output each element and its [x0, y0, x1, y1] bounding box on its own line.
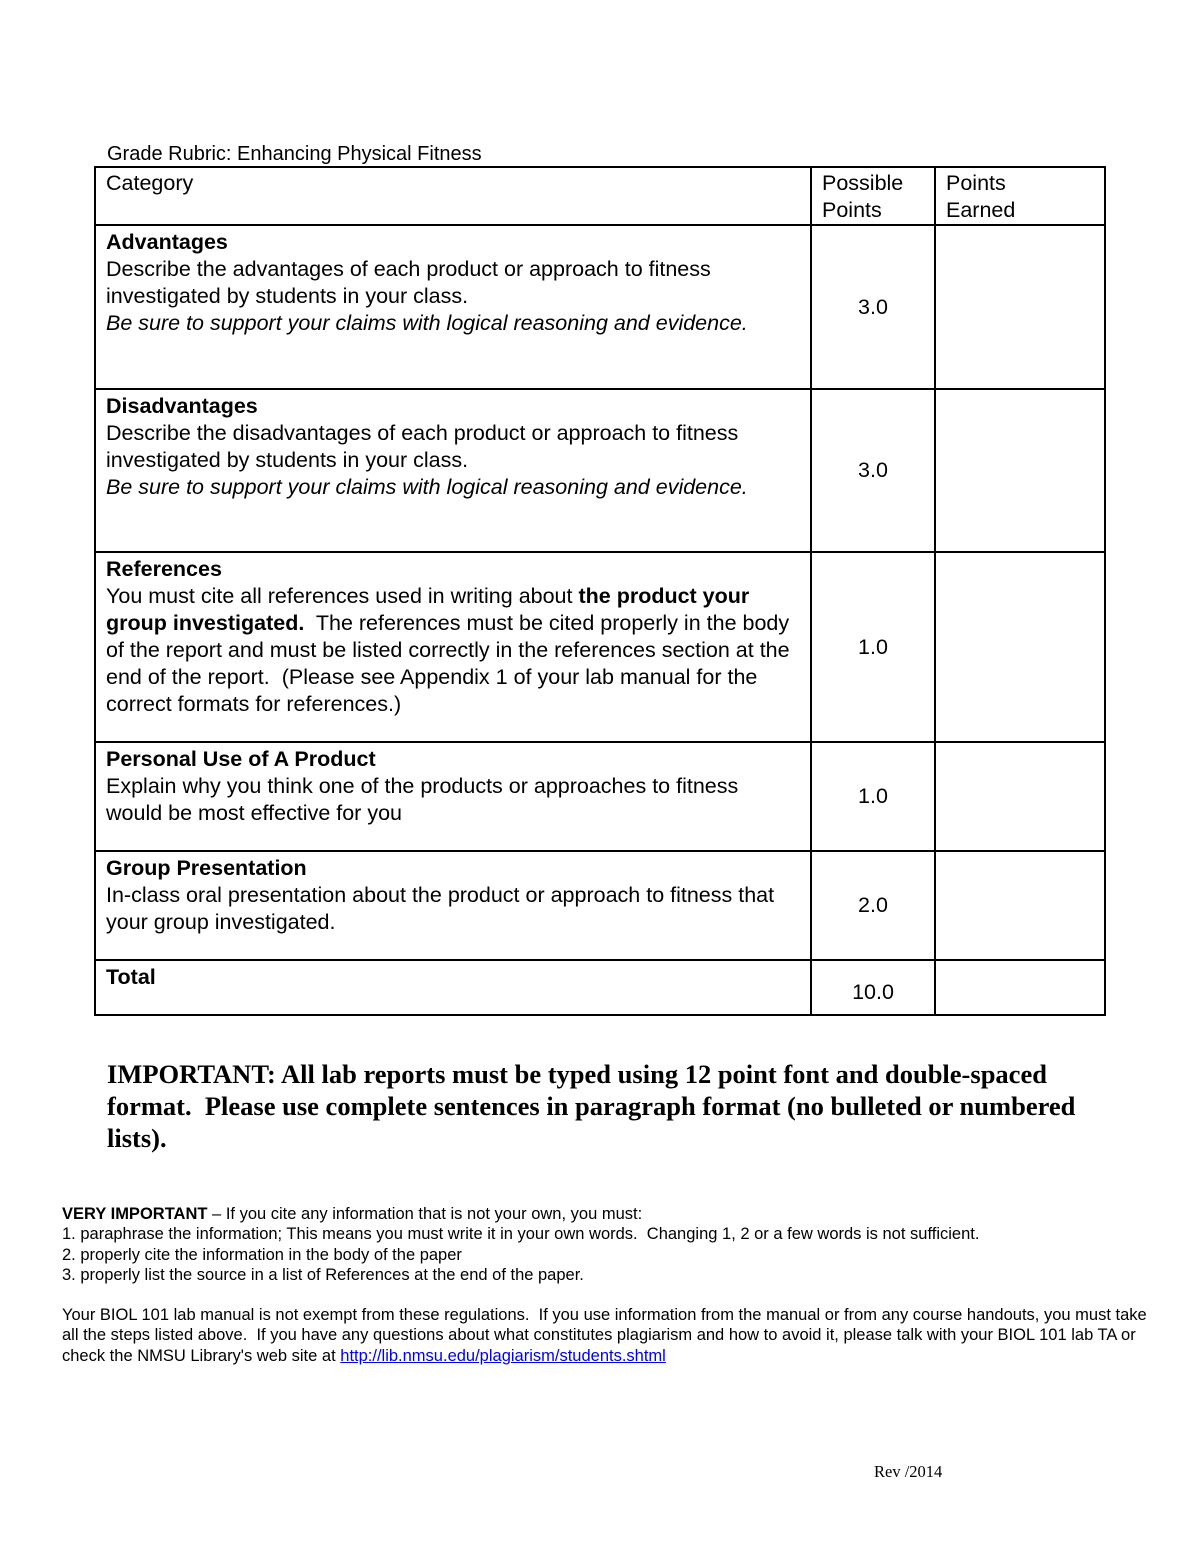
category-description — [106, 584, 796, 716]
category-cell — [95, 225, 811, 389]
header-category-label: Category — [106, 171, 194, 195]
description-emphasis: the product your group investigated. — [106, 584, 750, 635]
page-title: Grade Rubric: Enhancing Physical Fitness — [107, 143, 482, 165]
plagiarism-intro: – If you cite any information that is not your own, you must: — [207, 1205, 643, 1223]
points-earned-cell[interactable] — [935, 851, 1105, 960]
total-label-cell — [95, 960, 811, 1015]
category-cell — [95, 389, 811, 552]
total-possible-points: 10.0 — [811, 960, 935, 1015]
plagiarism-notice — [62, 1204, 1162, 1366]
total-points-earned[interactable] — [935, 960, 1105, 1015]
plagiarism-paragraph — [62, 1305, 1162, 1366]
category-title: Advantages — [106, 230, 228, 254]
category-cell — [95, 851, 811, 960]
header-category — [95, 167, 811, 225]
category-title: Personal Use of A Product — [106, 747, 376, 771]
table-row — [95, 552, 1105, 742]
total-row — [95, 960, 1105, 1015]
table-row — [95, 225, 1105, 389]
category-description: Explain why you think one of the products or approaches to fitness would be most effective for you — [106, 774, 739, 825]
table-row — [95, 389, 1105, 552]
table-row — [95, 851, 1105, 960]
category-note: Be sure to support your claims with logical reasoning and evidence. — [106, 475, 748, 499]
points-earned-cell[interactable] — [935, 742, 1105, 851]
category-cell — [95, 742, 811, 851]
plagiarism-heading — [62, 1204, 1162, 1224]
description-text: You must cite all references used in writing about — [106, 584, 579, 608]
revision-footer: Rev /2014 — [874, 1462, 943, 1481]
header-points-earned — [935, 167, 1105, 225]
points-earned-cell[interactable] — [935, 552, 1105, 742]
header-possible-line2: Points — [822, 198, 882, 222]
points-earned-cell[interactable] — [935, 389, 1105, 552]
header-possible-line1: Possible — [822, 171, 904, 195]
category-cell — [95, 552, 811, 742]
category-title: References — [106, 557, 222, 581]
plagiarism-link[interactable]: http://lib.nmsu.edu/plagiarism/students.shtml — [340, 1346, 666, 1365]
category-note: Be sure to support your claims with logical reasoning and evidence. — [106, 311, 748, 335]
category-description: Describe the disadvantages of each product or approach to fitness investigated by students in your class. — [106, 421, 739, 472]
very-important-label: VERY IMPORTANT — [62, 1205, 208, 1223]
header-earned-line1: Points — [946, 171, 1006, 195]
plagiarism-paragraph-text: Your BIOL 101 lab manual is not exempt from these regulations. If you use information from the manual or from any course handouts, you must take all the steps listed above. If you have any questions about what constitutes plagiarism and how to avoid it, please talk with your BIOL 101 lab TA or check the NMSU Library's web site at — [62, 1306, 1152, 1365]
possible-points-cell: 2.0 — [811, 851, 935, 960]
important-notice: IMPORTANT: All lab reports must be typed using 12 point font and double-spaced format. Please use complete sentences in paragraph format (no bulleted or numbered lists). — [107, 1059, 1082, 1153]
possible-points-cell: 3.0 — [811, 389, 935, 552]
category-description: Describe the advantages of each product or approach to fitness investigated by students in your class. — [106, 257, 711, 308]
header-earned-line2: Earned — [946, 198, 1016, 222]
category-title: Disadvantages — [106, 394, 258, 418]
header-possible-points — [811, 167, 935, 225]
grade-rubric-table — [94, 166, 1106, 1016]
possible-points-cell: 1.0 — [811, 552, 935, 742]
category-title: Group Presentation — [106, 856, 307, 880]
total-label: Total — [106, 965, 156, 989]
table-header-row — [95, 167, 1105, 225]
possible-points-cell: 3.0 — [811, 225, 935, 389]
points-earned-cell[interactable] — [935, 225, 1105, 389]
possible-points-cell: 1.0 — [811, 742, 935, 851]
table-row — [95, 742, 1105, 851]
description-text: The references must be cited properly in the body of the report and must be listed correctly in the references section at the end of the report. (Please see Appendix 1 of your lab manual for the correct formats for references.) — [106, 611, 796, 716]
plagiarism-step: 1. paraphrase the information; This means you must write it in your own words. Changing 1, 2 or a few words is not sufficient. — [62, 1225, 980, 1244]
plagiarism-step: 2. properly cite the information in the body of the paper — [62, 1245, 462, 1264]
category-description: In-class oral presentation about the product or approach to fitness that your group investigated. — [106, 883, 775, 934]
plagiarism-step: 3. properly list the source in a list of References at the end of the paper. — [62, 1265, 584, 1284]
